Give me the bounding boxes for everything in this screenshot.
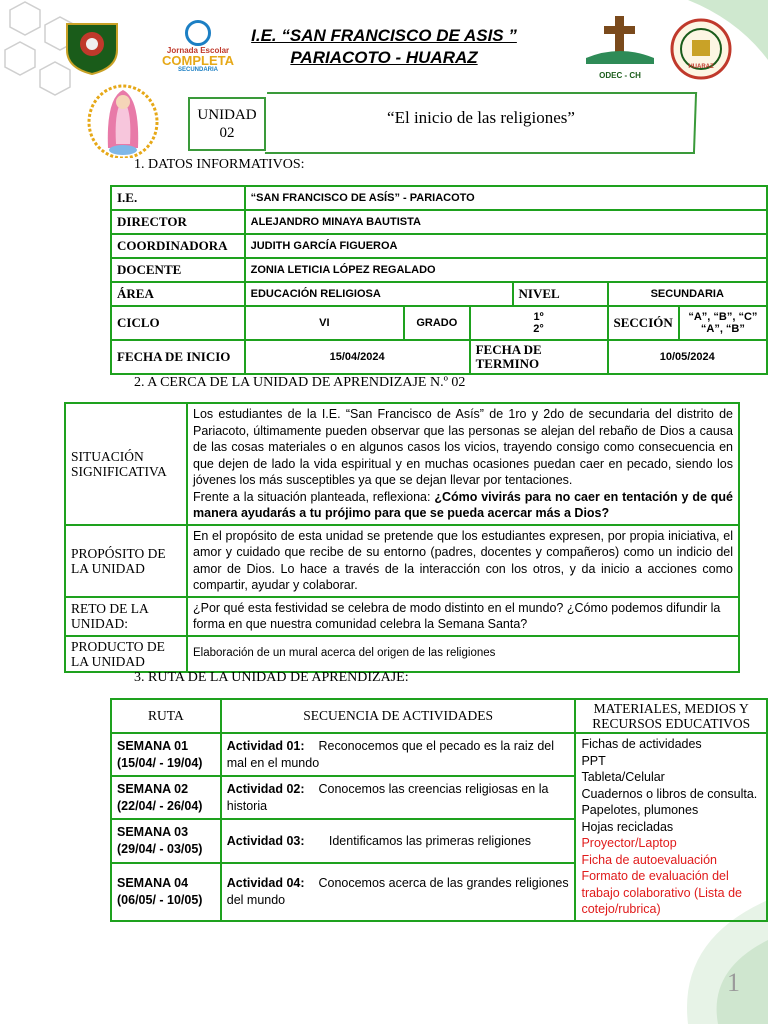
- proposito-text: En el propósito de esta unidad se pretende que los estudiantes expresen, por propia iniciativa, el amor y cuidado que recibe de su entorno (padres, docentes y compañeros) como un indicio del amor de Dios. Lo hace a través de la interacción con los otros, y da inicio a acciones como compartir, ayudar y colaborar.: [187, 525, 739, 597]
- material-item-highlighted: Ficha de autoevaluación: [581, 852, 717, 867]
- header-title-line2: PARIACOTO - HUARAZ: [290, 48, 478, 67]
- ugel-huaraz-logo: [670, 18, 732, 80]
- unit-title: “El inicio de las religiones”: [387, 108, 575, 127]
- producto-text: Elaboración de un mural acerca del origen de las religiones: [187, 636, 739, 672]
- inicio-value: 15/04/2024: [245, 340, 470, 374]
- docente-label: DOCENTE: [111, 258, 245, 282]
- actividad-text: Identificamos las primeras religiones: [328, 833, 532, 848]
- material-item: PPT: [581, 753, 606, 768]
- director-value: ALEJANDRO MINAYA BAUTISTA: [245, 210, 767, 234]
- semana-label: SEMANA 03: [117, 825, 189, 840]
- situacion-text: [187, 403, 739, 525]
- seccion-value: [679, 306, 767, 340]
- semana-dates: (29/04/ - 03/05): [117, 841, 203, 856]
- material-item-highlighted: Proyector/Laptop: [581, 836, 677, 850]
- actividad-cell: [221, 863, 576, 921]
- unidad-aprendizaje-table: [64, 402, 740, 673]
- inicio-label: FECHA DE INICIO: [111, 340, 245, 374]
- ciclo-label: CICLO: [111, 306, 245, 340]
- actividad-text: Conocemos las creencias religiosas en la historia: [226, 782, 549, 813]
- termino-label: FECHA DE TERMINO: [470, 340, 608, 374]
- coordinadora-label: COORDINADORA: [111, 234, 245, 258]
- section2-heading: 2. A CERCA DE LA UNIDAD DE APRENDIZAJE N.º 02: [134, 375, 466, 390]
- seccion-label: SECCIÓN: [608, 306, 679, 340]
- col-secuencia-header: SECUENCIA DE ACTIVIDADES: [221, 699, 576, 733]
- actividad-label: Actividad 04:: [226, 876, 305, 890]
- ie-value: “SAN FRANCISCO DE ASÍS” - PARIACOTO: [245, 186, 767, 210]
- actividad-label: Actividad 03:: [226, 833, 305, 848]
- area-value: EDUCACIÓN RELIGIOSA: [245, 282, 513, 306]
- material-item-highlighted: Formato de evaluación del trabajo colaborativo (Lista de cotejo/rubrica): [581, 869, 742, 916]
- reto-text: ¿Por qué esta festividad se celebra de modo distinto en el mundo? ¿Cómo podemos difundir la forma en que nuestra comunidad celebra la Semana Santa?: [187, 597, 739, 636]
- situacion-label: SITUACIÓN SIGNIFICATIVA: [65, 403, 187, 525]
- semana-dates: (22/04/ - 26/04): [117, 798, 203, 813]
- actividad-text: Reconocemos que el pecado es la raiz del mal en el mundo: [226, 739, 555, 770]
- material-item: Tableta/Celular: [581, 770, 665, 784]
- proposito-label: PROPÓSITO DE LA UNIDAD: [65, 525, 187, 597]
- coordinadora-value: JUDITH GARCÍA FIGUEROA: [245, 234, 767, 258]
- jornada-logo-text: Jornada Escolar: [166, 46, 230, 55]
- datos-informativos-table: [110, 185, 768, 375]
- cross-icon: [582, 14, 658, 66]
- material-item: Papelotes, plumones: [581, 803, 699, 817]
- odec-logo-text: ODEC - CH: [599, 71, 641, 80]
- col-ruta-header: RUTA: [111, 699, 221, 733]
- actividad-text: Conocemos acerca de las grandes religiones del mundo: [226, 876, 569, 907]
- header-title-line1: I.E. “SAN FRANCISCO DE ASIS ”: [251, 26, 517, 45]
- grado-value-2: 2°: [533, 323, 544, 335]
- unit-number: 02: [219, 125, 235, 141]
- virgin-mary-image: [86, 78, 160, 158]
- situacion-reflexion: Frente a la situación planteada, reflexiona:: [193, 489, 435, 504]
- unit-label: UNIDAD: [197, 107, 257, 123]
- unit-number-box: [188, 97, 266, 151]
- material-item: Hojas recicladas: [581, 819, 674, 834]
- director-label: DIRECTOR: [111, 210, 245, 234]
- semana-dates: (06/05/ - 10/05): [117, 892, 203, 907]
- secundaria-logo-text: SECUNDARIA: [177, 67, 218, 73]
- actividad-cell: [221, 819, 576, 862]
- ruta-table: [110, 698, 768, 922]
- page-number: 1: [727, 968, 740, 997]
- semana-dates: (15/04/ - 19/04): [117, 755, 203, 770]
- material-item: Cuadernos o libros de consulta.: [581, 786, 758, 801]
- semana-label: SEMANA 02: [117, 782, 189, 797]
- odec-cross-logo: [582, 14, 658, 80]
- semana-label: SEMANA 04: [117, 876, 189, 890]
- situacion-question: ¿Cómo vivirás para no caer en tentación y de qué manera ayudarás a tu prójimo para que se pueda acercar más a Dios?: [193, 489, 733, 520]
- grado-value-1: 1º: [533, 311, 544, 323]
- material-item: Fichas de actividades: [581, 737, 702, 751]
- actividad-cell: [221, 733, 576, 776]
- area-label: ÁREA: [111, 282, 245, 306]
- actividad-label: Actividad 01:: [226, 739, 305, 754]
- ruta-cell: [111, 776, 221, 819]
- producto-label: PRODUCTO DE LA UNIDAD: [65, 636, 187, 672]
- materiales-cell: [575, 733, 767, 921]
- situacion-paragraph: Los estudiantes de la I.E. “San Francisco de Asís” de 1ro y 2do de secundaria del distrito de Pariacoto, últimamente pueden observar que las personas se alejan del rebaño de Dios a causa de las cosas materiales o en algunos casos los vicios, trayendo consigo como consecuencia en que dejen de lado la vida espiritual y en muchas ocasiones puedan caer en pecado, siendo los jóvenes los más susceptibles ya que se dejan llevar por tentaciones.: [193, 407, 733, 487]
- seccion-value-2: “A”, “B”: [700, 323, 745, 335]
- semana-label: SEMANA 01: [117, 739, 189, 754]
- ciclo-value: VI: [245, 306, 404, 340]
- ie-label: I.E.: [111, 186, 245, 210]
- ruta-cell: [111, 733, 221, 776]
- nivel-label: NIVEL: [513, 282, 608, 306]
- ugel-logo-text: HUARAZ: [688, 64, 714, 70]
- termino-value: 10/05/2024: [608, 340, 767, 374]
- grado-label: GRADO: [404, 306, 470, 340]
- ruta-cell: [111, 819, 221, 862]
- section1-heading: 1. DATOS INFORMATIVOS:: [134, 157, 305, 172]
- section3-heading: 3. RUTA DE LA UNIDAD DE APRENDIZAJE:: [134, 670, 409, 685]
- reto-label: RETO DE LA UNIDAD:: [65, 597, 187, 636]
- completa-logo-text: COMPLETA: [162, 53, 234, 68]
- actividad-label: Actividad 02:: [226, 782, 305, 797]
- grado-value: [470, 306, 608, 340]
- col-materiales-header: MATERIALES, MEDIOS Y RECURSOS EDUCATIVOS: [575, 699, 767, 733]
- nivel-value: SECUNDARIA: [608, 282, 767, 306]
- seccion-value-1: “A”, “B”, “C”: [688, 311, 758, 323]
- actividad-cell: [221, 776, 576, 819]
- ruta-cell: [111, 863, 221, 921]
- docente-value: ZONIA LETICIA LÓPEZ REGALADO: [245, 258, 767, 282]
